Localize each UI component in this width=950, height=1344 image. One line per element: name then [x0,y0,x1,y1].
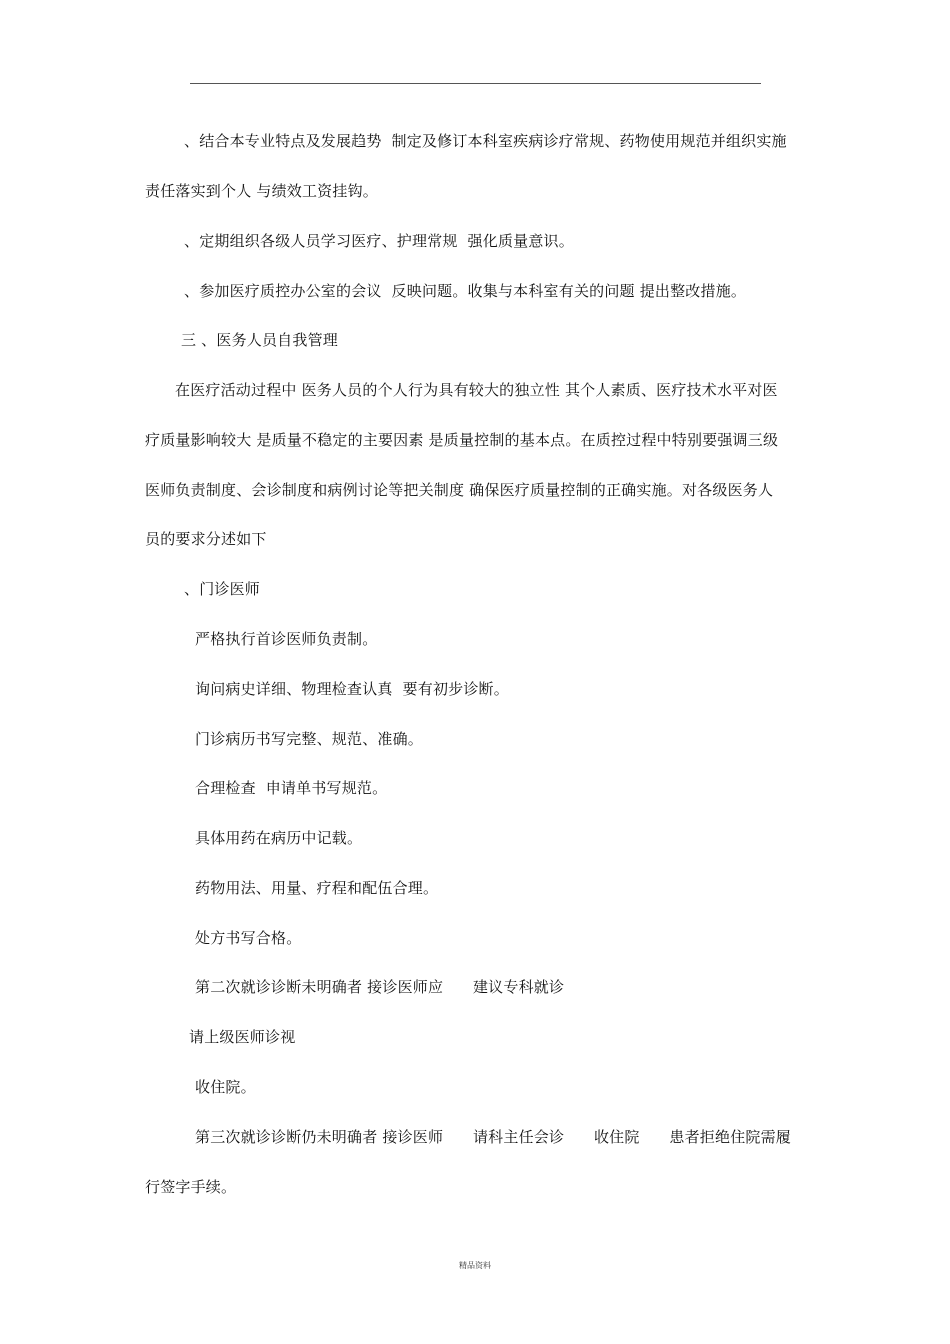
list-item: 严格执行首诊医师负责制。 [195,630,378,648]
text-line-6: 在医疗活动过程中 医务人员的个人行为具有较大的独立性 其个人素质、医疗技术水平对医 [175,381,778,399]
text-line-9: 员的要求分述如下 [145,530,267,548]
subsection-heading: 、门诊医师 [184,580,261,598]
header-rule [190,83,761,84]
list-item: 具体用药在病历中记载。 [195,829,363,847]
list-item: 第二次就诊诊断未明确者 接诊医师应 建议专科就诊 [195,978,565,996]
list-item: 收住院。 [195,1078,256,1096]
section-heading: 三 、医务人员自我管理 [181,331,338,349]
text-line-1: 、结合本专业特点及发展趋势 制定及修订本科室疾病诊疗常规、药物使用规范并组织实施 [184,132,787,150]
list-item: 合理检查 申请单书写规范。 [195,779,388,797]
list-item: 药物用法、用量、疗程和配伍合理。 [195,879,439,897]
text-line-7: 疗质量影响较大 是质量不稳定的主要因素 是质量控制的基本点。在质控过程中特别要强调三级 [145,431,779,449]
list-item: 询问病史详细、物理检查认真 要有初步诊断。 [195,680,509,698]
page-footer: 精品资料 [459,1261,491,1270]
list-item: 第三次就诊诊断仍未明确者 接诊医师 请科主任会诊 收住院 患者拒绝住院需履 [195,1128,791,1146]
text-line-2: 责任落实到个人 与绩效工资挂钩。 [145,182,378,200]
list-item: 门诊病历书写完整、规范、准确。 [195,730,424,748]
list-item: 处方书写合格。 [195,929,302,947]
list-item: 请上级医师诊视 [189,1028,296,1046]
text-line-3: 、定期组织各级人员学习医疗、护理常规 强化质量意识。 [184,232,574,250]
list-item-continuation: 行签字手续。 [145,1178,237,1196]
text-line-8: 医师负责制度、会诊制度和病例讨论等把关制度 确保医疗质量控制的正确实施。对各级医务人 [145,481,774,499]
text-line-4: 、参加医疗质控办公室的会议 反映问题。收集与本科室有关的问题 提出整改措施。 [184,282,747,300]
